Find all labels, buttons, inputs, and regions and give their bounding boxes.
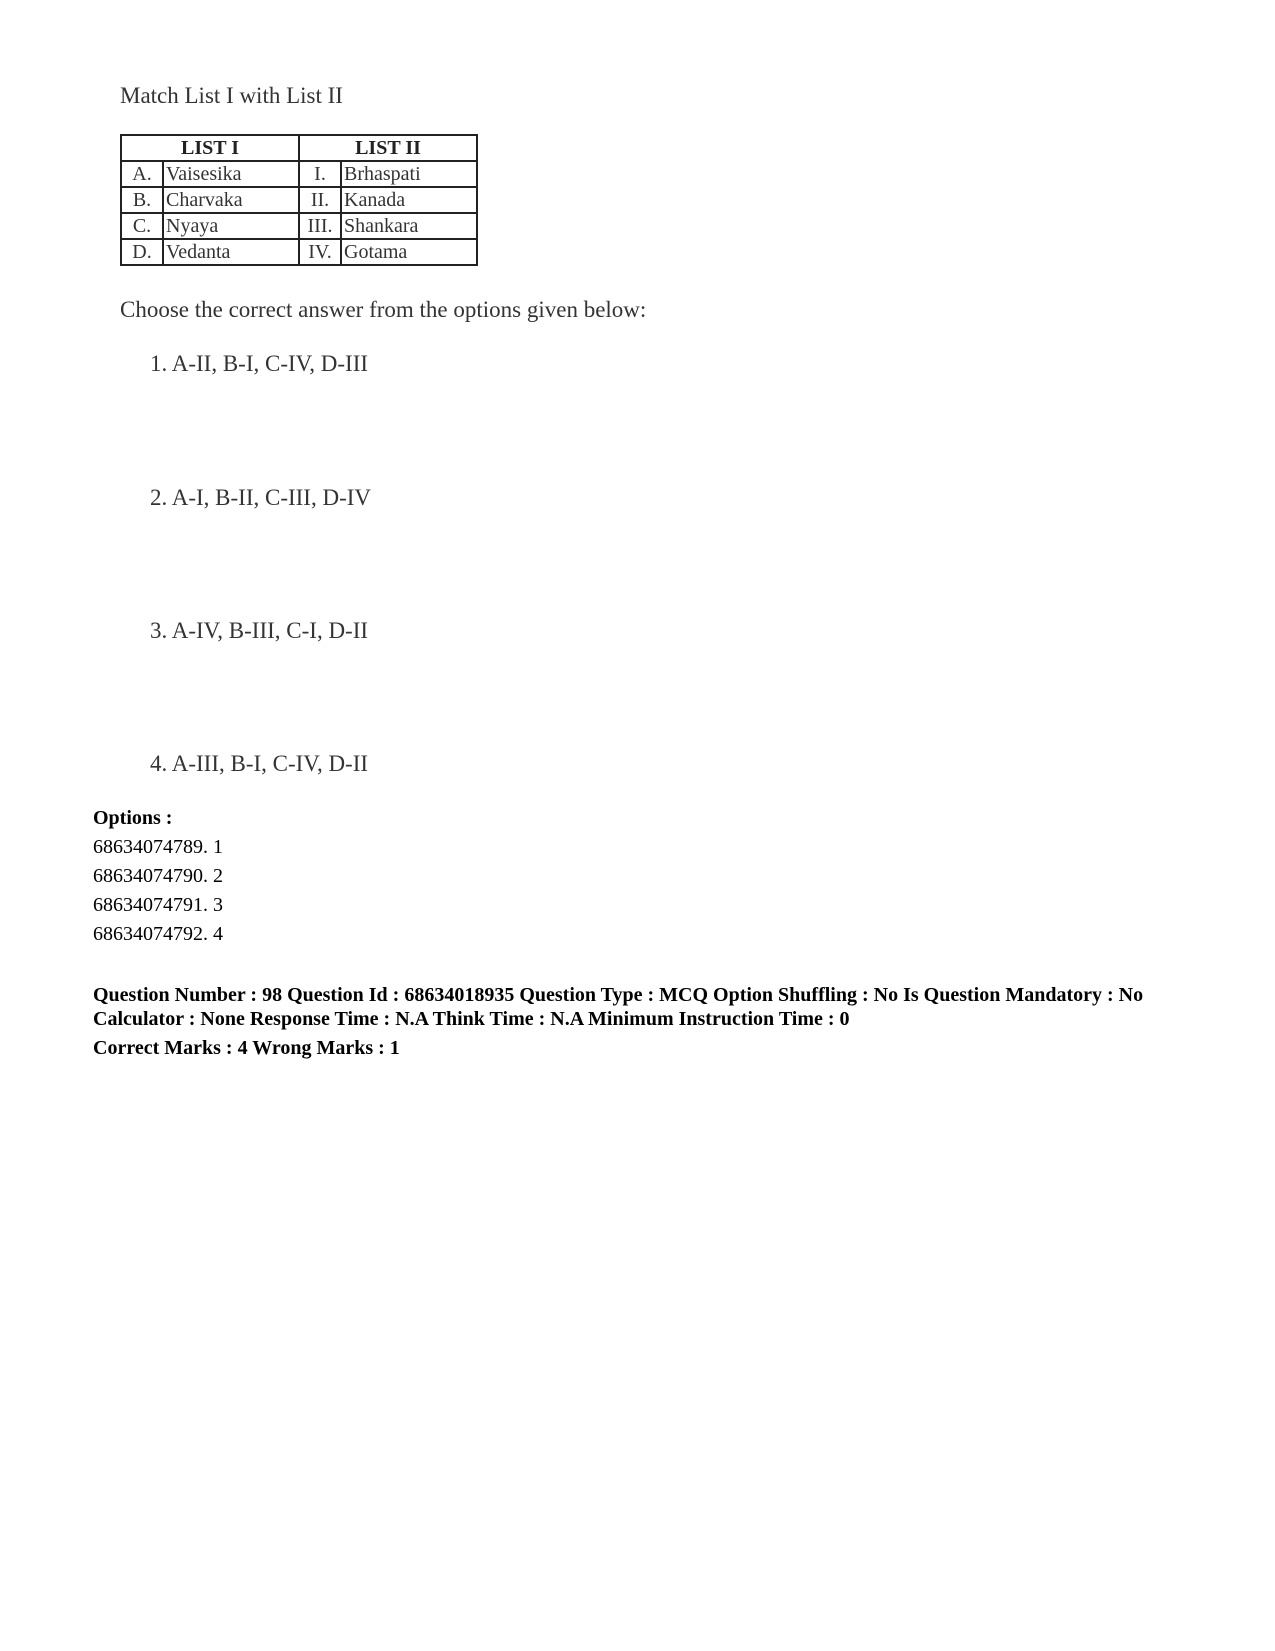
list-2-label: IV. (299, 239, 341, 265)
list-1-label: A. (121, 161, 163, 187)
list-1-label: D. (121, 239, 163, 265)
list-2-value: Kanada (341, 187, 477, 213)
list-2-label: II. (299, 187, 341, 213)
list-2-label: I. (299, 161, 341, 187)
question-intro: Match List I with List II (120, 83, 343, 108)
list-1-header: LIST I (121, 135, 299, 161)
list-2-value: Gotama (341, 239, 477, 265)
table-row (121, 213, 477, 239)
list-1-value: Vedanta (163, 239, 299, 265)
option-item: 68634074791. 3 (93, 894, 223, 916)
option-item: 68634074789. 1 (93, 836, 223, 858)
table-row (121, 161, 477, 187)
marks-line: Correct Marks : 4 Wrong Marks : 1 (93, 1037, 400, 1059)
list-1-label: B. (121, 187, 163, 213)
list-1-value: Vaisesika (163, 161, 299, 187)
table-row (121, 239, 477, 265)
option-item: 68634074790. 2 (93, 865, 223, 887)
list-2-value: Shankara (341, 213, 477, 239)
list-1-value: Charvaka (163, 187, 299, 213)
table-row (121, 187, 477, 213)
option-item: 68634074792. 4 (93, 923, 223, 945)
options-heading: Options : (93, 807, 173, 829)
answer-choice-2: 2. A-I, B-II, C-III, D-IV (150, 485, 371, 510)
list-1-value: Nyaya (163, 213, 299, 239)
answer-choice-4: 4. A-III, B-I, C-IV, D-II (150, 751, 369, 776)
list-1-label: C. (121, 213, 163, 239)
question-metadata: Question Number : 98 Question Id : 68634018935 Question Type : MCQ Option Shuffling : No Is Question Mandatory : No Calculator : None Response Time : N.A Think Time : N.A Minimum Instruction Time : 0 (93, 984, 1144, 1030)
answer-choice-1: 1. A-II, B-I, C-IV, D-III (150, 351, 369, 376)
match-table (120, 134, 478, 266)
list-2-header: LIST II (299, 135, 477, 161)
table-header-row (121, 135, 477, 161)
choose-instruction: Choose the correct answer from the options given below: (120, 297, 647, 322)
answer-choice-3: 3. A-IV, B-III, C-I, D-II (150, 618, 369, 643)
list-2-label: III. (299, 213, 341, 239)
list-2-value: Brhaspati (341, 161, 477, 187)
